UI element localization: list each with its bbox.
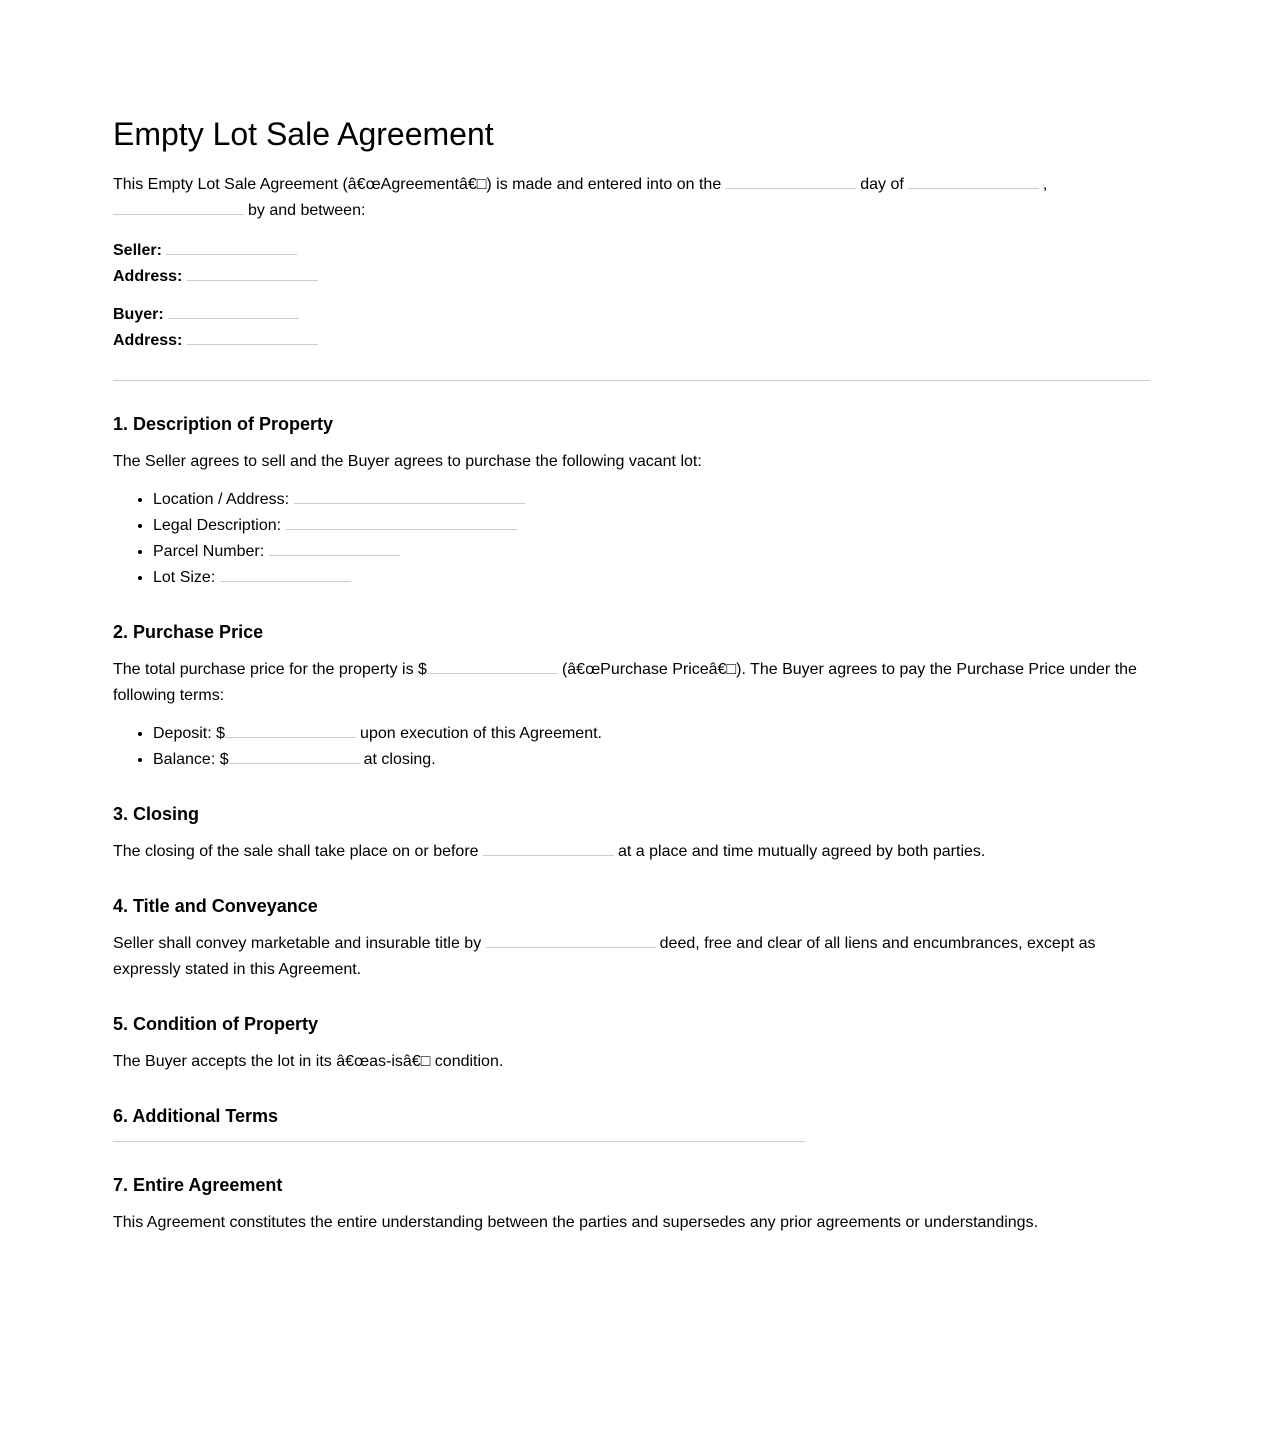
parties-block: [113, 238, 1150, 354]
seller-address-label: Address:: [113, 268, 183, 285]
lot-size-field[interactable]: [220, 565, 351, 582]
balance-field[interactable]: [229, 747, 360, 764]
seller-address-field[interactable]: [187, 264, 318, 281]
list-item: [153, 539, 1150, 565]
closing-text-2: at a place and time mutually agreed by both parties.: [618, 843, 986, 860]
year-field[interactable]: [113, 198, 244, 215]
section-heading: 3. Closing: [113, 804, 200, 824]
seller-label: Seller:: [113, 242, 162, 259]
purchase-price-field[interactable]: [427, 657, 558, 674]
title-text-1: Seller shall convey marketable and insurable title by: [113, 935, 482, 952]
legal-description-label: Legal Description:: [153, 517, 282, 534]
deed-type-field[interactable]: [486, 931, 656, 948]
list-item: [153, 747, 1150, 773]
closing-date-field[interactable]: [483, 839, 614, 856]
title-text-2: deed, free and clear of all liens and encumbrances, except as expressly stated in this Agreement.: [113, 935, 1096, 978]
purchase-price-text-2: (â€œPurchase Priceâ€□). The Buyer agrees to pay the Purchase Price under the following terms:: [113, 661, 1137, 704]
section-heading: 2. Purchase Price: [113, 622, 264, 642]
day-field[interactable]: [725, 172, 856, 189]
list-item: [153, 487, 1150, 513]
section-heading: 6. Additional Terms: [113, 1106, 279, 1126]
section-additional-terms: [113, 1103, 1150, 1142]
intro-text-4: by and between:: [248, 202, 366, 219]
buyer-name-field[interactable]: [168, 302, 299, 319]
section-condition-of-property: [113, 1011, 1150, 1075]
additional-terms-field[interactable]: [113, 1141, 805, 1142]
section-closing: [113, 801, 1150, 865]
intro-text-3: ,: [1042, 176, 1048, 193]
deposit-suffix: upon execution of this Agreement.: [360, 725, 602, 742]
list-item: [153, 721, 1150, 747]
section-text: This Agreement constitutes the entire understanding between the parties and supersedes any prior agreements or understandings.: [113, 1214, 1039, 1231]
section-text: [113, 931, 1150, 983]
payment-terms-list: [113, 721, 1150, 773]
section-heading: 7. Entire Agreement: [113, 1175, 283, 1195]
deposit-label: Deposit: $: [153, 725, 226, 742]
seller-block: [113, 238, 1150, 290]
section-heading: 4. Title and Conveyance: [113, 896, 318, 916]
buyer-block: [113, 302, 1150, 354]
document-title: Empty Lot Sale Agreement: [113, 116, 494, 152]
closing-text-1: The closing of the sale shall take place on or before: [113, 843, 479, 860]
list-item: [153, 513, 1150, 539]
list-item: [153, 565, 1150, 591]
parcel-number-label: Parcel Number:: [153, 543, 265, 560]
section-purchase-price: [113, 619, 1150, 773]
location-field[interactable]: [294, 487, 525, 504]
section-text: [113, 839, 1150, 865]
section-heading: 1. Description of Property: [113, 414, 334, 434]
balance-label: Balance: $: [153, 751, 229, 768]
parcel-number-field[interactable]: [269, 539, 400, 556]
buyer-label: Buyer:: [113, 306, 164, 323]
section-divider: [113, 380, 1150, 381]
legal-description-field[interactable]: [286, 513, 517, 530]
purchase-price-text-1: The total purchase price for the property is $: [113, 661, 427, 678]
deposit-field[interactable]: [225, 721, 356, 738]
seller-name-field[interactable]: [166, 238, 297, 255]
section-text: The Buyer accepts the lot in its â€œas-isâ€□ condition.: [113, 1053, 504, 1070]
intro-text-2: day of: [860, 176, 904, 193]
section-text: [113, 657, 1150, 709]
section-title-and-conveyance: [113, 893, 1150, 983]
buyer-address-label: Address:: [113, 332, 183, 349]
location-label: Location / Address:: [153, 491, 290, 508]
property-details-list: [113, 487, 1150, 591]
section-entire-agreement: [113, 1172, 1150, 1236]
section-description-of-property: [113, 411, 1150, 591]
buyer-address-field[interactable]: [187, 328, 318, 345]
month-field[interactable]: [908, 172, 1039, 189]
intro-paragraph: [113, 172, 1150, 224]
section-text: The Seller agrees to sell and the Buyer agrees to purchase the following vacant lot:: [113, 453, 702, 470]
lot-size-label: Lot Size:: [153, 569, 216, 586]
section-heading: 5. Condition of Property: [113, 1014, 318, 1034]
balance-suffix: at closing.: [363, 751, 436, 768]
intro-text-1: This Empty Lot Sale Agreement (â€œAgreementâ€□) is made and entered into on the: [113, 176, 722, 193]
